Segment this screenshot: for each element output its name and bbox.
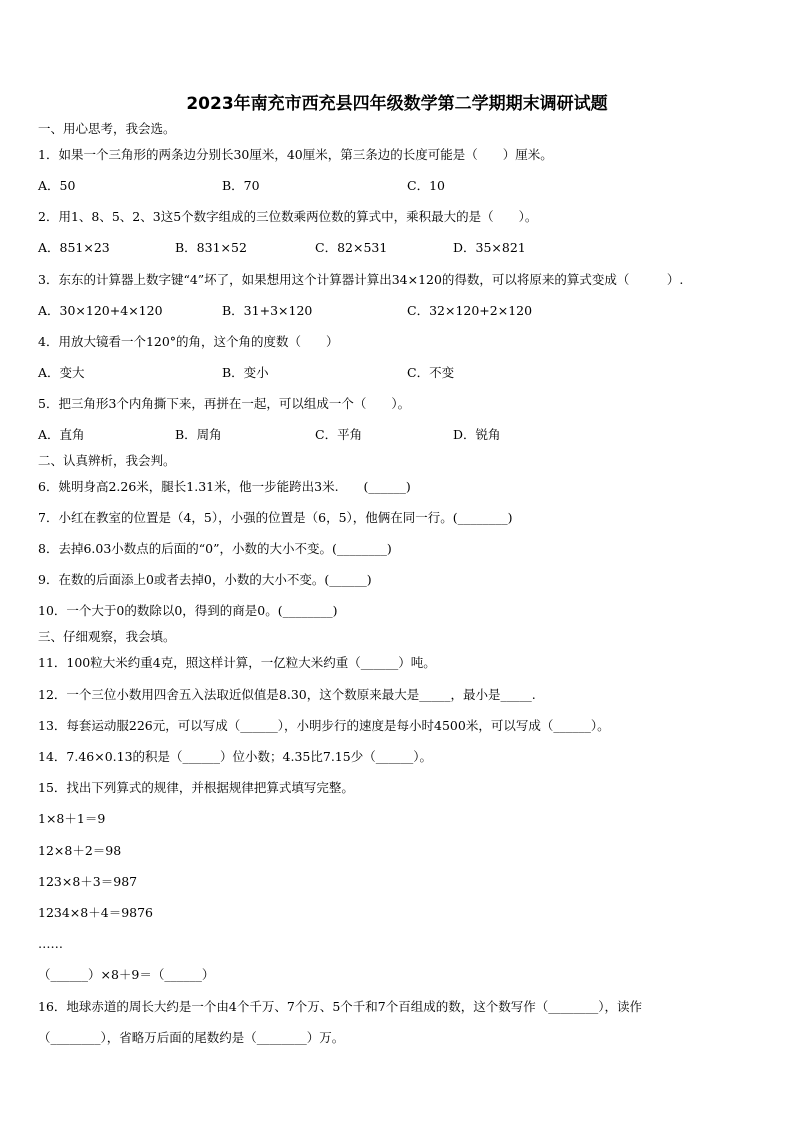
q3-option-b: B．31+3×120: [222, 303, 313, 318]
question-11: 11．100粒大米约重4克，照这样计算，一亿粒大米约重（______）吨。: [38, 655, 436, 670]
q4-option-b: B．变小: [222, 365, 269, 380]
q2-option-b: B．831×52: [175, 240, 247, 255]
question-13: 13．每套运动服226元，可以写成（______），小明步行的速度是每小时4500米，可以写成（______）。: [38, 718, 610, 733]
q3-option-a: A．30×120+4×120: [38, 303, 163, 318]
q5-option-c: C．平角: [315, 427, 363, 442]
q15-pattern-line: 12×8＋2＝98: [38, 843, 122, 858]
question-4: 4．用放大镜看一个120°的角，这个角的度数（ ）: [38, 334, 339, 349]
question-16-continued: （________），省略万后面的尾数约是（________）万。: [38, 1030, 345, 1045]
q5-option-d: D．锐角: [453, 427, 501, 442]
q5-option-a: A．直角: [38, 427, 85, 442]
q15-pattern-line: 123×8＋3＝987: [38, 874, 138, 889]
q4-option-a: A．变大: [38, 365, 85, 380]
question-5: 5．把三角形3个内角撕下来，再拼在一起，可以组成一个（ ）。: [38, 396, 411, 411]
question-7: 7．小红在教室的位置是（4，5），小强的位置是（6，5），他俩在同一行。(________): [38, 510, 513, 525]
question-9: 9．在数的后面添上0或者去掉0，小数的大小不变。(______): [38, 572, 372, 587]
question-12: 12．一个三位小数用四舍五入法取近似值是8.30，这个数原来最大是_____，最小是_____.: [38, 687, 536, 702]
q15-pattern-line: 1234×8＋4＝9876: [38, 905, 154, 920]
q5-option-b: B．周角: [175, 427, 222, 442]
question-10: 10．一个大于0的数除以0，得到的商是0。(________): [38, 603, 338, 618]
q1-option-c: C．10: [407, 178, 445, 193]
q15-ellipsis: ……: [38, 936, 63, 951]
q4-option-c: C．不变: [407, 365, 455, 380]
q2-option-c: C．82×531: [315, 240, 388, 255]
q1-option-a: A．50: [38, 178, 76, 193]
section-heading-3: 三、仔细观察，我会填。: [38, 629, 176, 644]
q1-option-b: B．70: [222, 178, 260, 193]
question-15: 15．找出下列算式的规律，并根据规律把算式填写完整。: [38, 780, 354, 795]
question-6: 6．姚明身高2.26米，腿长1.31米，他一步能跨出3米. (______): [38, 479, 411, 494]
question-8: 8．去掉6.03小数点的后面的“0”，小数的大小不变。(________): [38, 541, 392, 556]
question-3: 3．东东的计算器上数字键“4”坏了，如果想用这个计算器计算出34×120的得数，可以将原来的算式变成（ ）.: [38, 272, 684, 287]
q15-pattern-line: 1×8＋1＝9: [38, 811, 106, 826]
question-14: 14．7.46×0.13的积是（______）位小数；4.35比7.15少（______）。: [38, 749, 432, 764]
question-16: 16．地球赤道的周长大约是一个由4个千万、7个万、5个千和7个百组成的数，这个数写作（________），读作: [38, 999, 642, 1014]
question-1: 1．如果一个三角形的两条边分别长30厘米，40厘米，第三条边的长度可能是（ ）厘米。: [38, 147, 553, 162]
section-heading-2: 二、认真辨析，我会判。: [38, 453, 176, 468]
section-heading-1: 一、用心思考，我会选。: [38, 121, 176, 136]
q3-option-c: C．32×120+2×120: [407, 303, 533, 318]
q15-fill-line: （______）×8＋9＝（______）: [38, 967, 215, 982]
question-2: 2．用1、8、5、2、3这5个数字组成的三位数乘两位数的算式中，乘积最大的是（ ）。: [38, 209, 538, 224]
q2-option-d: D．35×821: [453, 240, 526, 255]
page-title: 2023年南充市西充县四年级数学第二学期期末调研试题: [186, 94, 608, 114]
q2-option-a: A．851×23: [38, 240, 110, 255]
